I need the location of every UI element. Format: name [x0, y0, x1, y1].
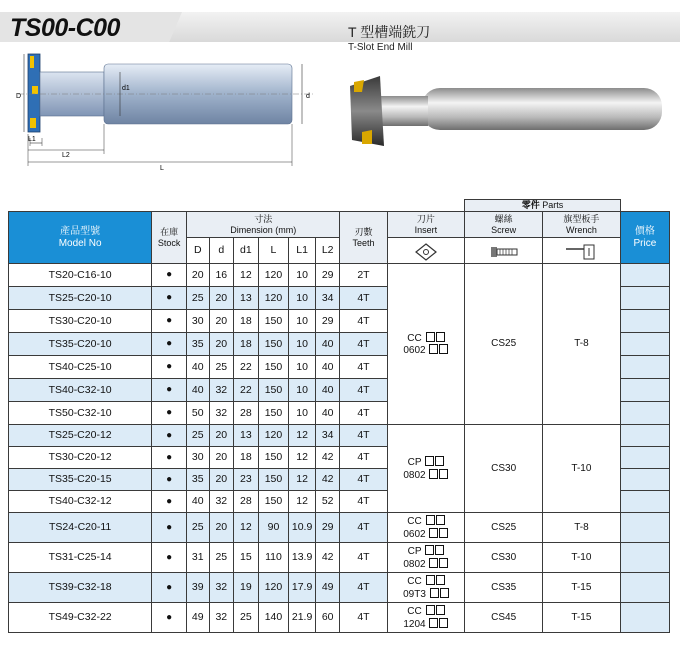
- wrench-spec: T-15: [543, 573, 621, 603]
- price-cell: [620, 287, 669, 310]
- price-cell: [620, 425, 669, 447]
- dim-col-L2: L2: [315, 238, 340, 264]
- stock-indicator: ●: [152, 513, 187, 543]
- insert-icon: [387, 238, 465, 264]
- screw-spec: CS30: [465, 425, 543, 513]
- insert-spec: CP 0802: [387, 543, 465, 573]
- dim-L1: 12: [289, 425, 316, 447]
- dim-d: 32: [209, 603, 234, 633]
- dim-D: 40: [187, 491, 210, 513]
- price-cell: [620, 264, 669, 287]
- dim-L2: 29: [315, 513, 340, 543]
- dim-L2: 29: [315, 264, 340, 287]
- insert-spec: CC 09T3: [387, 573, 465, 603]
- wrench-spec: T-10: [543, 425, 621, 513]
- label-L: L: [160, 165, 164, 172]
- model-no: TS40-C32-12: [9, 491, 152, 513]
- screw-spec: CS45: [465, 603, 543, 633]
- model-no: TS30-C20-12: [9, 447, 152, 469]
- screw-spec: CS25: [465, 264, 543, 425]
- model-no: TS20-C16-10: [9, 264, 152, 287]
- label-L1: L1: [28, 136, 36, 143]
- teeth-count: 4T: [340, 447, 387, 469]
- dim-d: 20: [209, 425, 234, 447]
- dim-L: 150: [258, 402, 289, 425]
- dim-d: 32: [209, 379, 234, 402]
- teeth-header: 刃數 Teeth: [340, 212, 387, 264]
- dim-L2: 40: [315, 356, 340, 379]
- dim-d: 32: [209, 573, 234, 603]
- dim-L: 150: [258, 447, 289, 469]
- dim-d: 32: [209, 491, 234, 513]
- dim-d: 16: [209, 264, 234, 287]
- stock-indicator: ●: [152, 447, 187, 469]
- blank-box: [436, 332, 445, 342]
- dim-d1: 23: [234, 469, 259, 491]
- dim-D: 30: [187, 447, 210, 469]
- price-cell: [620, 491, 669, 513]
- dim-d1: 28: [234, 491, 259, 513]
- spec-table: [8, 199, 670, 633]
- blank-box: [429, 344, 438, 354]
- blank-box: [426, 575, 435, 585]
- blank-box: [429, 469, 438, 479]
- dim-L1: 10: [289, 287, 316, 310]
- dim-d: 20: [209, 447, 234, 469]
- label-L2: L2: [62, 152, 70, 159]
- blank-box: [439, 528, 448, 538]
- screw-spec: CS25: [465, 513, 543, 543]
- teeth-count: 4T: [340, 469, 387, 491]
- screw-header: 螺絲 Screw: [465, 212, 543, 238]
- wrench-spec: T-15: [543, 603, 621, 633]
- blank-box: [429, 528, 438, 538]
- price-cell: [620, 333, 669, 356]
- stock-indicator: ●: [152, 356, 187, 379]
- dim-L: 150: [258, 310, 289, 333]
- dim-L2: 42: [315, 447, 340, 469]
- teeth-count: 4T: [340, 513, 387, 543]
- blank-box: [429, 618, 438, 628]
- dim-d: 20: [209, 310, 234, 333]
- table-row: [9, 573, 670, 603]
- dim-d1: 22: [234, 356, 259, 379]
- product-photo: [344, 66, 680, 170]
- dim-L1: 21.9: [289, 603, 316, 633]
- dim-L1: 12: [289, 469, 316, 491]
- dim-L: 150: [258, 491, 289, 513]
- price-cell: [620, 603, 669, 633]
- price-cell: [620, 310, 669, 333]
- dim-D: 35: [187, 469, 210, 491]
- dim-D: 30: [187, 310, 210, 333]
- stock-indicator: ●: [152, 543, 187, 573]
- dim-L: 150: [258, 356, 289, 379]
- model-no: TS30-C20-10: [9, 310, 152, 333]
- product-title-zh: T 型槽端銑刀: [348, 24, 431, 40]
- stock-indicator: ●: [152, 573, 187, 603]
- insert-header: 刀片 Insert: [387, 212, 465, 238]
- dim-L1: 10: [289, 310, 316, 333]
- price-cell: [620, 469, 669, 491]
- dim-d1: 13: [234, 287, 259, 310]
- dim-col-L: L: [258, 238, 289, 264]
- blank-box: [436, 605, 445, 615]
- model-no: TS39-C32-18: [9, 573, 152, 603]
- price-cell: [620, 513, 669, 543]
- model-header: 產品型號 Model No: [9, 212, 152, 264]
- dim-d1: 19: [234, 573, 259, 603]
- wrench-spec: T-8: [543, 513, 621, 543]
- dim-col-L1: L1: [289, 238, 316, 264]
- model-no: TS49-C32-22: [9, 603, 152, 633]
- insert-mark-bottom: [30, 118, 36, 128]
- blank-box: [439, 618, 448, 628]
- insert-mark-top: [30, 56, 34, 68]
- teeth-count: 2T: [340, 264, 387, 287]
- dim-d: 20: [209, 469, 234, 491]
- parts-header: 零件 Parts: [465, 200, 621, 212]
- blank-box: [439, 558, 448, 568]
- dim-L2: 40: [315, 402, 340, 425]
- blank-box: [426, 515, 435, 525]
- wrench-icon: [543, 238, 621, 264]
- model-no: TS25-C20-12: [9, 425, 152, 447]
- wrench-header: 旗型板手 Wrench: [543, 212, 621, 238]
- label-d1: d1: [122, 85, 130, 92]
- dim-col-D: D: [187, 238, 210, 264]
- dim-D: 40: [187, 356, 210, 379]
- teeth-count: 4T: [340, 356, 387, 379]
- model-no: TS31-C25-14: [9, 543, 152, 573]
- dim-d1: 28: [234, 402, 259, 425]
- blank-box: [439, 469, 448, 479]
- dim-d: 25: [209, 543, 234, 573]
- dim-d1: 15: [234, 543, 259, 573]
- blank-box: [426, 605, 435, 615]
- dim-L1: 10.9: [289, 513, 316, 543]
- dim-L1: 12: [289, 491, 316, 513]
- dim-d1: 12: [234, 513, 259, 543]
- stock-indicator: ●: [152, 287, 187, 310]
- blank-box: [435, 545, 444, 555]
- teeth-count: 4T: [340, 310, 387, 333]
- model-no: TS25-C20-10: [9, 287, 152, 310]
- dim-L2: 40: [315, 379, 340, 402]
- dim-D: 25: [187, 425, 210, 447]
- label-D: D: [16, 93, 22, 100]
- dim-L1: 10: [289, 333, 316, 356]
- price-cell: [620, 573, 669, 603]
- blank-box: [436, 515, 445, 525]
- dim-d1: 25: [234, 603, 259, 633]
- price-cell: [620, 356, 669, 379]
- model-no: TS40-C32-10: [9, 379, 152, 402]
- dim-L2: 60: [315, 603, 340, 633]
- model-no: TS35-C20-10: [9, 333, 152, 356]
- teeth-count: 4T: [340, 287, 387, 310]
- price-cell: [620, 379, 669, 402]
- dim-d: 20: [209, 287, 234, 310]
- product-title-en: T-Slot End Mill: [348, 42, 413, 53]
- wrench-spec: T-10: [543, 543, 621, 573]
- table-row: [9, 603, 670, 633]
- stock-indicator: ●: [152, 333, 187, 356]
- teeth-count: 4T: [340, 425, 387, 447]
- stock-header: 在庫 Stock: [152, 212, 187, 264]
- stock-indicator: ●: [152, 310, 187, 333]
- model-no: TS50-C32-10: [9, 402, 152, 425]
- dim-L1: 10: [289, 356, 316, 379]
- price-header: 價格 Price: [620, 212, 669, 264]
- dim-L1: 12: [289, 447, 316, 469]
- dim-d1: 18: [234, 447, 259, 469]
- dim-L2: 42: [315, 543, 340, 573]
- dim-d: 20: [209, 333, 234, 356]
- table-row: [9, 425, 670, 447]
- dim-col-d1: d1: [234, 238, 259, 264]
- dim-L: 150: [258, 379, 289, 402]
- dim-D: 20: [187, 264, 210, 287]
- dim-L2: 52: [315, 491, 340, 513]
- teeth-count: 4T: [340, 333, 387, 356]
- dim-L: 120: [258, 287, 289, 310]
- dim-L: 120: [258, 573, 289, 603]
- insert-spec: CP 0802: [387, 425, 465, 513]
- dim-col-d: d: [209, 238, 234, 264]
- table-row: [9, 543, 670, 573]
- insert-spec: CC 0602: [387, 513, 465, 543]
- blank-box: [425, 456, 434, 466]
- blank-box: [440, 588, 449, 598]
- dim-L2: 40: [315, 333, 340, 356]
- teeth-count: 4T: [340, 402, 387, 425]
- label-d: d: [306, 93, 310, 100]
- technical-drawing: [14, 46, 330, 174]
- teeth-count: 4T: [340, 379, 387, 402]
- dim-d1: 12: [234, 264, 259, 287]
- dim-d1: 22: [234, 379, 259, 402]
- teeth-count: 4T: [340, 603, 387, 633]
- dim-L1: 10: [289, 264, 316, 287]
- stock-indicator: ●: [152, 379, 187, 402]
- dim-L2: 49: [315, 573, 340, 603]
- product-code-title: TS00-C00: [10, 14, 120, 42]
- insert-mark-mid: [32, 86, 38, 94]
- blank-box: [430, 588, 439, 598]
- dim-D: 40: [187, 379, 210, 402]
- dim-L2: 42: [315, 469, 340, 491]
- dim-d: 32: [209, 402, 234, 425]
- teeth-count: 4T: [340, 543, 387, 573]
- dim-L: 140: [258, 603, 289, 633]
- table-row: [9, 264, 670, 287]
- insert-spec: CC 1204: [387, 603, 465, 633]
- dim-d1: 18: [234, 333, 259, 356]
- dim-L1: 10: [289, 379, 316, 402]
- teeth-count: 4T: [340, 573, 387, 603]
- screw-spec: CS35: [465, 573, 543, 603]
- dim-L2: 34: [315, 287, 340, 310]
- stock-indicator: ●: [152, 264, 187, 287]
- dim-L2: 29: [315, 310, 340, 333]
- price-cell: [620, 402, 669, 425]
- stock-indicator: ●: [152, 491, 187, 513]
- blank-box: [425, 545, 434, 555]
- insert-spec: CC 0602: [387, 264, 465, 425]
- table-row: [9, 513, 670, 543]
- stock-indicator: ●: [152, 469, 187, 491]
- dim-D: 31: [187, 543, 210, 573]
- dim-L2: 34: [315, 425, 340, 447]
- dim-D: 49: [187, 603, 210, 633]
- dim-L: 90: [258, 513, 289, 543]
- dim-D: 25: [187, 287, 210, 310]
- dim-D: 25: [187, 513, 210, 543]
- wrench-spec: T-8: [543, 264, 621, 425]
- dim-D: 50: [187, 402, 210, 425]
- dim-L1: 13.9: [289, 543, 316, 573]
- dim-D: 35: [187, 333, 210, 356]
- dim-d: 25: [209, 356, 234, 379]
- screw-spec: CS30: [465, 543, 543, 573]
- blank-box: [439, 344, 448, 354]
- screw-icon: [465, 238, 543, 264]
- blank-box: [435, 456, 444, 466]
- dim-L1: 17.9: [289, 573, 316, 603]
- dim-d1: 18: [234, 310, 259, 333]
- stock-indicator: ●: [152, 603, 187, 633]
- dim-L1: 10: [289, 402, 316, 425]
- dim-L: 120: [258, 264, 289, 287]
- dim-L: 150: [258, 333, 289, 356]
- model-no: TS40-C25-10: [9, 356, 152, 379]
- dim-d1: 13: [234, 425, 259, 447]
- dimension-header: 寸法 Dimension (mm): [187, 212, 340, 238]
- model-no: TS35-C20-15: [9, 469, 152, 491]
- dim-D: 39: [187, 573, 210, 603]
- stock-indicator: ●: [152, 402, 187, 425]
- blank-box: [436, 575, 445, 585]
- price-cell: [620, 447, 669, 469]
- blank-box: [426, 332, 435, 342]
- price-cell: [620, 543, 669, 573]
- dim-L: 120: [258, 425, 289, 447]
- teeth-count: 4T: [340, 491, 387, 513]
- model-no: TS24-C20-11: [9, 513, 152, 543]
- dim-L: 110: [258, 543, 289, 573]
- dim-d: 20: [209, 513, 234, 543]
- blank-box: [429, 558, 438, 568]
- dim-L: 150: [258, 469, 289, 491]
- stock-indicator: ●: [152, 425, 187, 447]
